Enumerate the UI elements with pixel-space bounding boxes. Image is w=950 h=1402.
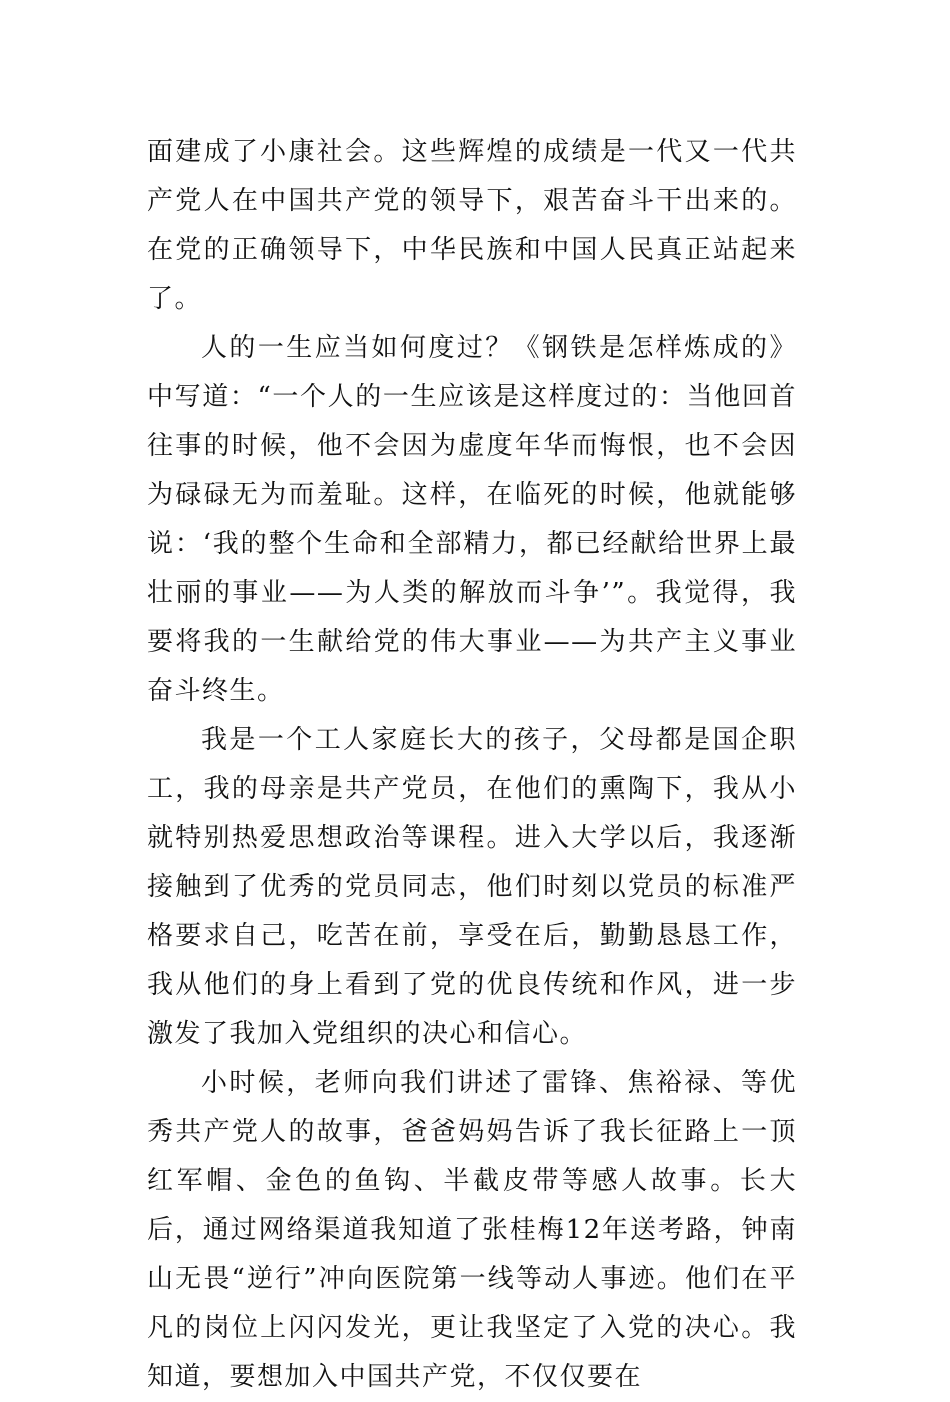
document-body (147, 128, 797, 1402)
paragraph-4: 小时候，老师向我们讲述了雷锋、焦裕禄、等优秀共产党人的故事，爸爸妈妈告诉了我长征路上一顶红军帽、金色的鱼钩、半截皮带等感人故事。长大后，通过网络渠道我知道了张桂梅12年送考路，钟南山无畏“逆行”冲向医院第一线等动人事迹。他们在平凡的岗位上闪闪发光，更让我坚定了入党的决心。我知道，要想加入中国共产党，不仅仅要在 (147, 1068, 797, 1392)
paragraph-2: 人的一生应当如何度过？《钢铁是怎样炼成的》中写道：“一个人的一生应该是这样度过的：当他回首往事的时候，他不会因为虚度年华而悔恨，也不会因为碌碌无为而羞耻。这样，在临死的时候，他就能够说：‘我的整个生命和全部精力，都已经献给世界上最壮丽的事业——为人类的解放而斗争’”。我觉得，我要将我的一生献给党的伟大事业——为共产主义事业奋斗终生。 (147, 333, 797, 706)
paragraph-1: 面建成了小康社会。这些辉煌的成绩是一代又一代共产党人在中国共产党的领导下，艰苦奋斗干出来的。在党的正确领导下，中华民族和中国人民真正站起来了。 (147, 137, 797, 314)
paragraph-3: 我是一个工人家庭长大的孩子，父母都是国企职工，我的母亲是共产党员，在他们的熏陶下，我从小就特别热爱思想政治等课程。进入大学以后，我逐渐接触到了优秀的党员同志，他们时刻以党员的标准严格要求自己，吃苦在前，享受在后，勤勤恳恳工作，我从他们的身上看到了党的优良传统和作风，进一步激发了我加入党组织的决心和信心。 (147, 725, 797, 1049)
